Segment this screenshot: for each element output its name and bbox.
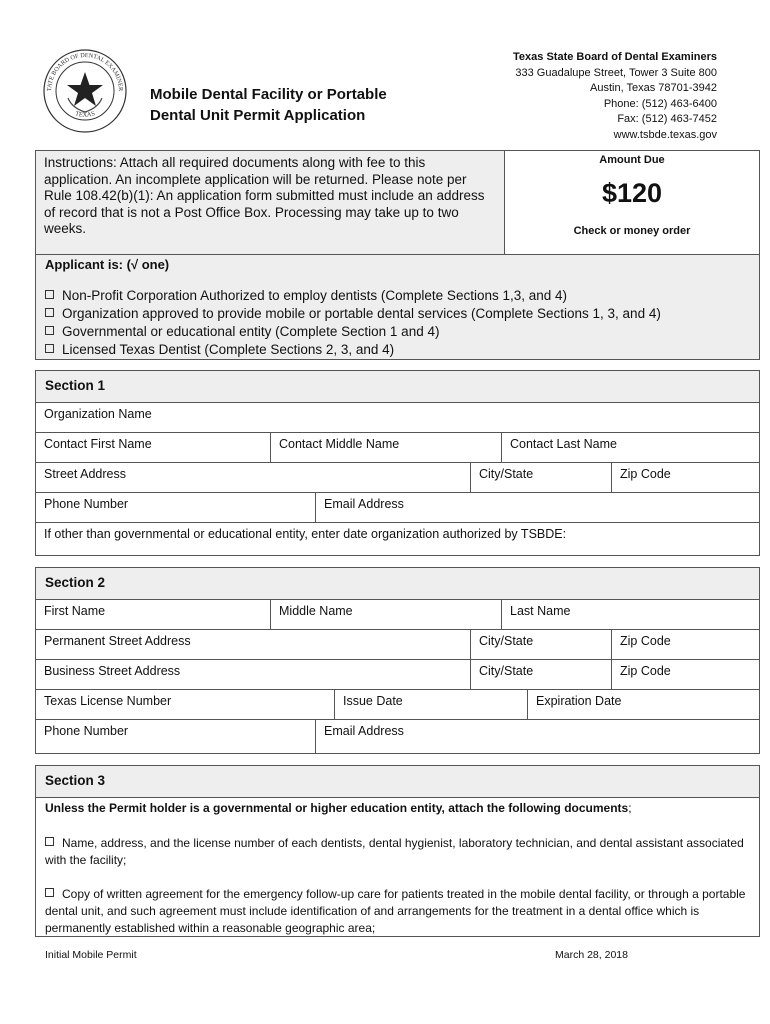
s1-row-org bbox=[36, 403, 759, 433]
s2-row-name bbox=[36, 600, 759, 630]
s1-row-address bbox=[36, 463, 759, 493]
section-2-header bbox=[36, 568, 759, 600]
title-line-1: Mobile Dental Facility or Portable bbox=[150, 86, 387, 103]
amount-due-label: Amount Due bbox=[599, 154, 665, 166]
s2-phone-number-field[interactable]: Phone Number bbox=[44, 724, 129, 738]
section-1 bbox=[35, 370, 760, 556]
applicant-option[interactable]: Organization approved to provide mobile or portable dental services (Complete Sections 1, 3, and 4) bbox=[45, 305, 661, 323]
checkbox-icon[interactable] bbox=[45, 308, 54, 317]
section-3-header bbox=[36, 766, 759, 798]
seal-ring-text: TATE BOARD OF DENTAL EXAMINER bbox=[45, 51, 125, 92]
first-name-field[interactable]: First Name bbox=[44, 604, 106, 618]
title-line-2: Dental Unit Permit Application bbox=[150, 107, 366, 124]
section-3-intro: Unless the Permit holder is a governmental or higher education entity, attach the following documents; bbox=[45, 801, 632, 815]
contact-last-name-field[interactable]: Contact Last Name bbox=[501, 433, 759, 462]
permanent-zip-field[interactable]: Zip Code bbox=[611, 630, 759, 659]
applicant-option[interactable]: Non-Profit Corporation Authorized to employ dentists (Complete Sections 1,3, and 4) bbox=[45, 287, 661, 305]
last-name-field[interactable]: Last Name bbox=[501, 600, 759, 629]
applicant-type-box bbox=[35, 254, 760, 360]
applicant-options bbox=[45, 287, 661, 359]
issue-date-field[interactable]: Issue Date bbox=[334, 690, 527, 719]
organization-name-field[interactable]: Organization Name bbox=[44, 407, 152, 421]
seal-bottom-text: TEXAS bbox=[74, 110, 96, 119]
agency-street: 333 Guadalupe Street, Tower 3 Suite 800 bbox=[515, 66, 717, 79]
permanent-street-field[interactable]: Permanent Street Address bbox=[44, 634, 191, 648]
section-3-item-1: Name, address, and the license number of each dentists, dental hygienist, laboratory technician, and dental assistant associated with the facility; bbox=[45, 836, 744, 867]
phone-number-field[interactable]: Phone Number bbox=[44, 497, 129, 511]
zip-code-field[interactable]: Zip Code bbox=[611, 463, 759, 492]
checkbox-icon[interactable] bbox=[45, 326, 54, 335]
section-1-title: Section 1 bbox=[45, 378, 106, 393]
email-address-field[interactable]: Email Address bbox=[315, 493, 759, 522]
agency-address-block bbox=[513, 50, 717, 143]
contact-middle-name-field[interactable]: Contact Middle Name bbox=[270, 433, 501, 462]
agency-website[interactable]: www.tsbde.texas.gov bbox=[613, 128, 717, 141]
section-2-title: Section 2 bbox=[45, 575, 106, 590]
section-3-item-2: Copy of written agreement for the emergency follow-up care for patients treated in the mobile dental facility, or through a portable dental unit, and such agreement must include identification of and arrangements for the treatment in a dental office which is permanently established within a reasonable geographic area; bbox=[45, 887, 746, 935]
expiration-date-field[interactable]: Expiration Date bbox=[527, 690, 759, 719]
applicant-option[interactable]: Licensed Texas Dentist (Complete Sections 2, 3, and 4) bbox=[45, 341, 661, 359]
amount-due-box bbox=[504, 150, 760, 255]
city-state-field[interactable]: City/State bbox=[470, 463, 611, 492]
middle-name-field[interactable]: Middle Name bbox=[270, 600, 501, 629]
s1-row-contact bbox=[36, 433, 759, 463]
s2-row-license bbox=[36, 690, 759, 720]
document-title bbox=[150, 84, 387, 126]
section-1-header bbox=[36, 371, 759, 403]
s2-row-perm-address bbox=[36, 630, 759, 660]
section-2 bbox=[35, 567, 760, 754]
applicant-heading: Applicant is: (√ one) bbox=[45, 257, 170, 272]
s1-row-phone bbox=[36, 493, 759, 523]
footer-date: March 28, 2018 bbox=[555, 949, 628, 961]
business-zip-field[interactable]: Zip Code bbox=[611, 660, 759, 689]
license-number-field[interactable]: Texas License Number bbox=[44, 694, 172, 708]
checkbox-icon[interactable] bbox=[45, 290, 54, 299]
business-street-field[interactable]: Business Street Address bbox=[44, 664, 181, 678]
agency-city: Austin, Texas 78701-3942 bbox=[590, 82, 717, 94]
section-3-title: Section 3 bbox=[45, 773, 106, 788]
s2-email-address-field[interactable]: Email Address bbox=[315, 720, 759, 754]
s2-row-phone bbox=[36, 720, 759, 754]
agency-name: Texas State Board of Dental Examiners bbox=[513, 51, 717, 63]
payment-method: Check or money order bbox=[573, 225, 691, 237]
applicant-option[interactable]: Governmental or educational entity (Complete Section 1 and 4) bbox=[45, 323, 661, 341]
s1-row-auth bbox=[36, 523, 759, 556]
authorization-date-field[interactable]: If other than governmental or educational entity, enter date organization authorized by TSBDE: bbox=[44, 527, 567, 541]
checkbox-icon[interactable] bbox=[45, 344, 54, 353]
s2-row-bus-address bbox=[36, 660, 759, 690]
checkbox-icon[interactable] bbox=[45, 837, 54, 846]
footer-form-name: Initial Mobile Permit bbox=[45, 949, 137, 961]
agency-fax: Fax: (512) 463-7452 bbox=[617, 113, 717, 125]
checkbox-icon[interactable] bbox=[45, 888, 54, 897]
instructions-box: Instructions: Attach all required documents along with fee to this application. An incomplete application will be returned. Please note per Rule 108.42(b)(1): An application form submitted must include an address of record that is not a Post Office Box. Processing may take up to two weeks. bbox=[35, 150, 505, 255]
street-address-field[interactable]: Street Address bbox=[44, 467, 126, 481]
business-city-state-field[interactable]: City/State bbox=[470, 660, 611, 689]
permanent-city-state-field[interactable]: City/State bbox=[470, 630, 611, 659]
amount-due-value: $120 bbox=[601, 178, 663, 208]
contact-first-name-field[interactable]: Contact First Name bbox=[44, 437, 152, 451]
section-3 bbox=[35, 765, 760, 937]
svg-text:TEXAS bbox=[74, 110, 96, 119]
state-seal bbox=[42, 48, 128, 134]
agency-phone: Phone: (512) 463-6400 bbox=[603, 97, 717, 110]
